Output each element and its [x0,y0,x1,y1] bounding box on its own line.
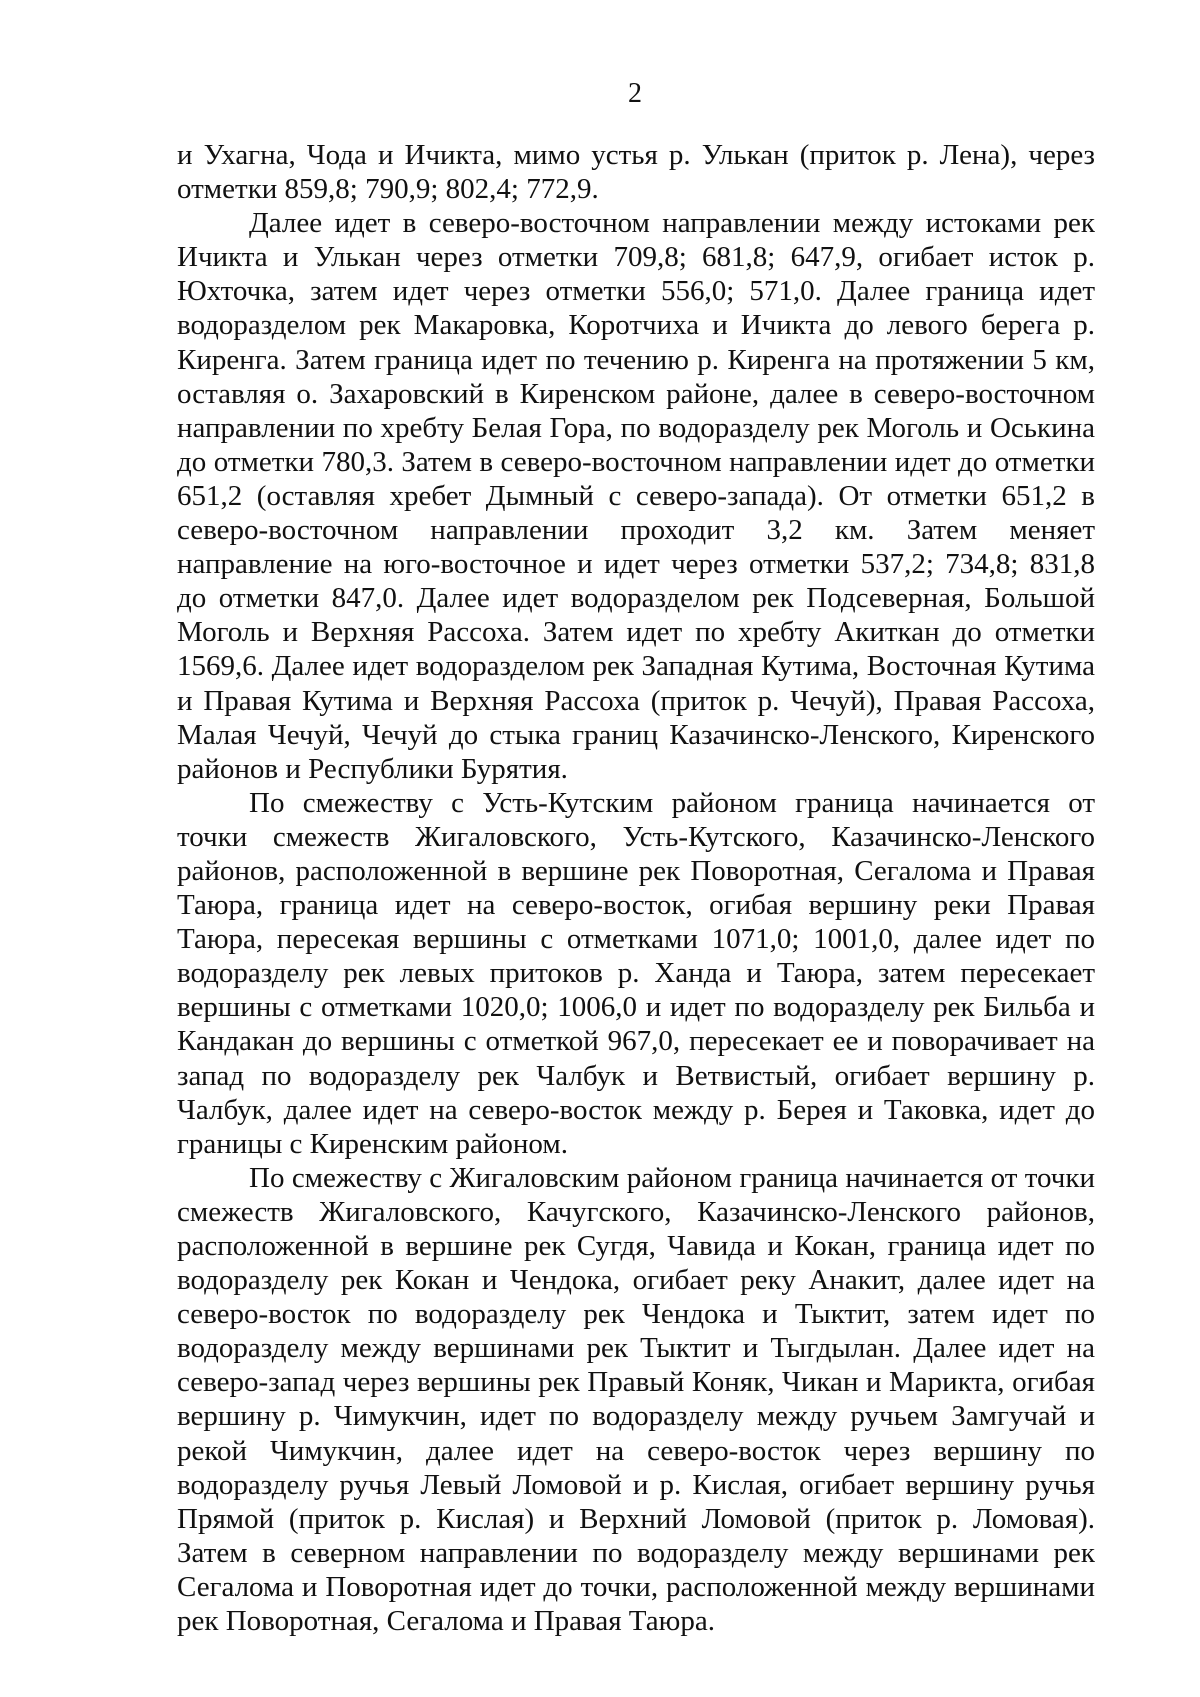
paragraph-northeast-boundary: Далее идет в северо-восточном направлении между истоками рек Ичикта и Улькан через отметки 709,8; 681,8; 647,9, огибает исток р. Юхточка, затем идет через отметки 556,0; 571,0. Далее граница идет водоразделом рек Макаровка, Коротчиха и Ичикта до левого берега р. Киренга. Затем граница идет по течению р. Киренга на протяжении 5 км, оставляя о. Захаровский в Киренском районе, далее в северо-восточном направлении по хребту Белая Гора, по водоразделу рек Моголь и Оськина до отметки 780,3. Затем в северо-восточном направлении идет до отметки 651,2 (оставляя хребет Дымный с северо-запада). От отметки 651,2 в северо-восточном направлении проходит 3,2 км. Затем меняет направление на юго-восточное и идет через отметки 537,2; 734,8; 831,8 до отметки 847,0. Далее идет водоразделом рек Подсеверная, Большой Моголь и Верхняя Рассоха. Затем идет по хребту Акиткан до отметки 1569,6. Далее идет водоразделом рек Западная Кутима, Восточная Кутима и Правая Кутима и Верхняя Рассоха (приток р. Чечуй), Правая Рассоха, Малая Чечуй, Чечуй до стыка границ Казачинско-Ленского, Киренского районов и Республики Бурятия. [177,207,1095,785]
paragraph-zhigalovo-boundary: По смежеству с Жигаловским районом граница начинается от точки смежеств Жигаловского, Качугского, Казачинско-Ленского районов, расположенной в вершине рек Сугдя, Чавида и Кокан, граница идет по водоразделу рек Кокан и Чендока, огибает реку Анакит, далее идет на северо-восток по водоразделу рек Чендока и Тыктит, затем идет по водоразделу между вершинами рек Тыктит и Тыгдылан. Далее идет на северо-запад через вершины рек Правый Коняк, Чикан и Марикта, огибая вершину р. Чимукчин, идет по водоразделу между ручьем Замгучай и рекой Чимукчин, далее идет на северо-восток через вершину по водоразделу ручья Левый Ломовой и р. Кислая, огибает вершину ручья Прямой (приток р. Кислая) и Верхний Ломовой (приток р. Ломовая). Затем в северном направлении по водоразделу между вершинами рек Сегалома и Поворотная идет до точки, расположенной между вершинами рек Поворотная, Сегалома и Правая Таюра. [177,1161,1095,1638]
paragraph-ust-kut-boundary: По смежеству с Усть-Кутским районом граница начинается от точки смежеств Жигаловского, Усть-Кутского, Казачинско-Ленского районов, расположенной в вершине рек Поворотная, Сегалома и Правая Таюра, граница идет на северо-восток, огибая вершину реки Правая Таюра, пересекая вершины с отметками 1071,0; 1001,0, далее идет по водоразделу рек левых притоков р. Ханда и Таюра, затем пересекает вершины с отметками 1020,0; 1006,0 и идет по водоразделу рек Бильба и Кандакан до вершины с отметкой 967,0, пересекает ее и поворачивает на запад по водоразделу рек Чалбук и Ветвистый, огибает вершину р. Чалбук, далее идет на северо-восток между р. Берея и Таковка, идет до границы с Киренским районом. [177,786,1095,1160]
paragraph-continuation: и Ухагна, Чода и Ичикта, мимо устья р. Улькан (приток р. Лена), через отметки 859,8; 790,9; 802,4; 772,9. [177,139,1095,206]
document-body [177,138,1095,1638]
page-number: 2 [628,78,642,109]
